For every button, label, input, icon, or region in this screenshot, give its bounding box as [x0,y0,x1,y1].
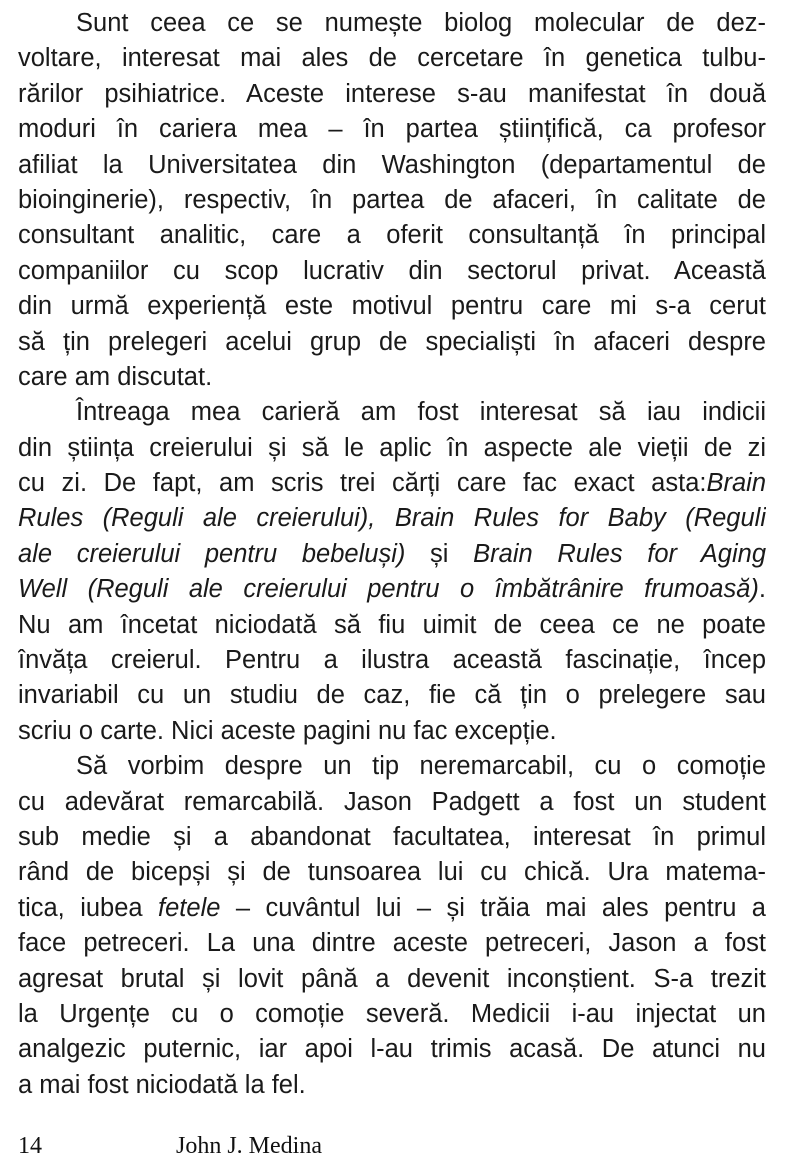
text-line [18,77,766,112]
text-run: din știința creierului și să le aplic în aspecte ale vieții de zi [18,433,766,462]
italic-text-run: Brain Rules for Aging [473,539,766,568]
book-page-body [18,6,766,1103]
text-run: . [758,575,766,604]
text-line [18,501,766,536]
text-line [18,112,766,147]
text-run: învăța creierul. Pentru a ilustra această fascinație, încep [18,646,766,675]
text-line [18,643,766,678]
text-run: bioinginerie), respectiv, în partea de afaceri, în calitate de [18,185,766,214]
italic-text-run: Well (Reguli ale creierului pentru o îmbătrânire frumoasă) [18,575,759,604]
text-line [18,254,766,289]
author-name: John J. Medina [176,1133,322,1159]
text-run: și [405,539,474,568]
text-line [18,962,766,997]
text-line [18,785,766,820]
text-run: afiliat la Universitatea din Washington (departamentul de [18,150,766,179]
text-run: scriu o carte. Nici aceste pagini nu fac excepție. [18,716,557,745]
text-run: cu zi. De fapt, am scris trei cărți care fac exact asta: [18,469,707,498]
text-run: din urmă experiență este motivul pentru care mi s-a cerut [18,292,766,321]
text-line [18,926,766,961]
text-line [18,41,766,76]
italic-text-run: ale creierului pentru bebeluși) [18,539,406,568]
text-run: moduri în cariera mea – în partea științifică, ca profesor [18,115,766,144]
text-line [18,6,766,41]
page-footer [18,1131,322,1161]
italic-text-run: Brain [706,469,766,498]
text-line [18,1032,766,1067]
text-line [18,289,766,324]
text-line [18,714,766,749]
text-run: Sunt ceea ce se numește biolog molecular de dez- [76,9,766,37]
text-line [18,466,766,501]
italic-text-run: fetele [158,893,221,922]
text-run: Nu am încetat niciodată să fiu uimit de ceea ce ne poate [18,610,766,639]
text-run: care am discutat. [18,362,213,391]
text-run: tica, iubea [18,893,159,922]
text-run: rând de bicepși și de tunsoarea lui cu chică. Ura matema- [18,858,766,887]
text-run: voltare, interesat mai ales de cercetare în genetica tulbu- [18,44,766,73]
text-line [18,218,766,253]
text-line [18,749,766,784]
italic-text-run: Rules (Reguli ale creierului), Brain Rules for Baby (Reguli [18,504,766,533]
text-line [18,891,766,926]
text-run: consultant analitic, care a oferit consultanță în principal [18,221,766,250]
text-run: invariabil cu un studiu de caz, fie că țin o prelegere sau [18,681,766,710]
text-line [18,855,766,890]
text-run: să țin prelegeri acelui grup de specialiști în afaceri despre [18,327,766,356]
text-line [18,537,766,572]
text-line [18,820,766,855]
paragraph [18,395,766,749]
paragraph [18,749,766,1103]
text-line [18,360,766,395]
text-run: agresat brutal și lovit până a devenit inconștient. S-a trezit [18,964,766,993]
text-run: sub medie și a abandonat facultatea, interesat în primul [18,822,766,851]
text-line [18,678,766,713]
text-run: rărilor psihiatrice. Aceste interese s-au manifestat în două [18,79,766,108]
text-run: la Urgențe cu o comoție severă. Medicii i-au injectat un [18,999,766,1028]
paragraph [18,6,766,395]
text-line [18,1068,766,1103]
text-run: Să vorbim despre un tip neremarcabil, cu o comoție [76,752,766,781]
text-line [18,183,766,218]
text-run: Întreaga mea carieră am fost interesat să iau indicii [76,398,766,427]
text-run: – cuvântul lui – și trăia mai ales pentru a [220,893,766,922]
text-line [18,148,766,183]
text-run: face petreceri. La una dintre aceste petreceri, Jason a fost [18,929,766,958]
text-line [18,395,766,430]
text-line [18,325,766,360]
text-run: companiilor cu scop lucrativ din sectorul privat. Această [18,256,766,285]
text-line [18,608,766,643]
text-line [18,431,766,466]
text-line [18,997,766,1032]
page-number: 14 [18,1133,42,1159]
text-line [18,572,766,607]
text-run: a mai fost niciodată la fel. [18,1070,306,1099]
text-run: analgezic puternic, iar apoi l-au trimis acasă. De atunci nu [18,1035,766,1064]
text-run: cu adevărat remarcabilă. Jason Padgett a fost un student [18,787,766,816]
